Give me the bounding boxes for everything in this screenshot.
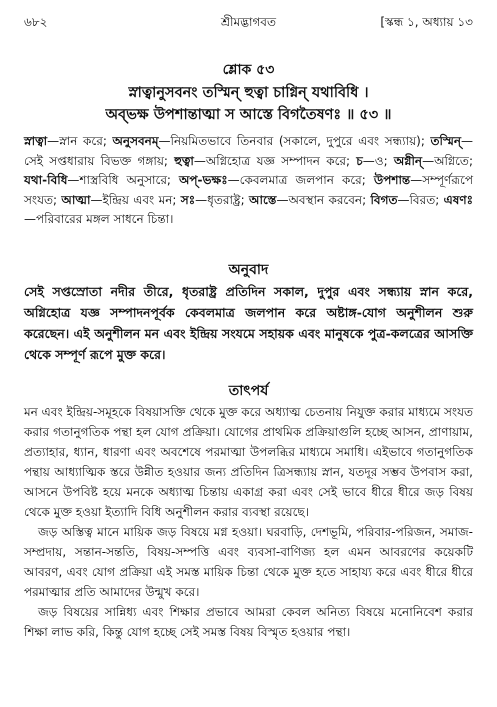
shloka-title: শ্লোক ৫৩ xyxy=(222,62,275,78)
synonym-word: অনুসবনম্‌ xyxy=(112,134,159,148)
purport-heading: তাৎপর্য xyxy=(228,383,269,399)
synonym-meaning: —অগ্নিহোত্র যজ্ঞ সম্পাদন করে; xyxy=(193,153,357,168)
translation-text: সেই সপ্তস্রোতা নদীর তীরে, ধৃতরাষ্ট্র প্রতিদিন সকাল, দুপুর এবং সন্ধ্যায় স্নান করে, অগ্নিহোত্র যজ্ঞ সম্পাদনপূর্বক কেবলমাত্র জলপান করে অষ্টাঙ্গ-যোগ অনুশীলন শুরু করেছেন। এই অনুশীলন মন এবং ইন্দ্রিয় সংযমে সহায়ক এবং মানুষকে পুত্র-কলত্রের আসক্তি থেকে সম্পূর্ণ রূপে মুক্ত করে। xyxy=(24,284,473,362)
page-number: ৬৮২ xyxy=(24,15,48,29)
synonym-meaning: —ধৃতরাষ্ট্র; xyxy=(195,192,249,207)
synonym-meaning: —ও; xyxy=(362,153,394,168)
synonym-meaning: —বিরত; xyxy=(397,192,444,207)
synonym-word: এষণঃ xyxy=(443,192,473,207)
synonym-word: তস্মিন্‌ xyxy=(430,134,462,148)
synonym-word: আত্মা xyxy=(61,192,91,207)
chapter-reference: [স্কন্ধ ১, অধ্যায় ১৩ xyxy=(380,15,473,29)
synonym-word: হুত্বা xyxy=(174,153,194,168)
synonym-meaning: —সেই সপ্তধারায় বিভক্ত গঙ্গায়; xyxy=(24,134,474,168)
synonym-word: স্নাত্বা xyxy=(24,134,48,148)
book-title: শ্রীমদ্ভাগবত xyxy=(220,15,276,29)
synonym-word: উপশান্ত xyxy=(373,173,411,187)
synonym-meaning: —কেবলমাত্র জলপান করে; xyxy=(227,173,374,187)
purport-paragraph: জড় অস্তিত্ব মানে মায়িক জড় বিষয়ে মগ্ন হওয়া। ঘরবাড়ি, দেশভূমি, পরিবার-পরিজন, সমাজ-সম্প্রদায়, সন্তান-সন্ততি, বিষয়-সম্পত্তি এবং ব্যবসা-বাণিজ্য হল এমন আবরণের কয়েকটি আবরণ, এবং যোগ প্রক্রিয়া এই সমস্ত মায়িক চিন্তা থেকে মুক্ত হতে সাহায্য করে এবং ধীরে ধীরে পরমাত্মার প্রতি আমাদের উন্মুখ করে। xyxy=(24,525,473,599)
synonym-meaning: —সম্পূর্ণরূপে সংযত; xyxy=(24,173,473,207)
synonym-word: আস্তে xyxy=(248,192,277,207)
synonym-meaning: —স্নান করে; xyxy=(47,134,113,148)
purport-paragraph: মন এবং ইন্দ্রিয়-সমূহকে বিষয়াসক্তি থেকে মুক্ত করে অধ্যাত্ম চেতনায় নিযুক্ত করার মাধ্যমে সংযত করার গতানুগতিক পন্থা হল যোগ প্রক্রিয়া। যোগের প্রাথমিক প্রক্রিয়াগুলি হচ্ছে আসন, প্রাণায়াম, প্রত্যাহার, ধ্যান, ধারণা এবং অবশেষে পরমাত্মা উপলব্ধির মাধ্যমে সমাধি। এইভাবে গতানুগতিক পন্থায় আধ্যাত্মিক স্তরে উন্নীত হওয়ার জন্য প্রতিদিন ত্রিসন্ধ্যায় স্নান, যতদূর সম্ভব উপবাস করা, আসনে উপবিষ্ট হয়ে মনকে অধ্যাত্ম চিন্তায় একাগ্র করা এবং সেই ভাবে ধীরে ধীরে জড় বিষয় থেকে মুক্ত হওয়া ইত্যাদি বিধি অনুশীলন করার ব্যবস্থা রয়েছে। xyxy=(24,405,473,519)
synonym-word: যথা-বিধি xyxy=(24,173,68,187)
synonym-word: চ xyxy=(356,153,363,168)
translation-heading: অনুবাদ xyxy=(228,262,269,278)
purport-paragraph: জড় বিষয়ের সান্নিধ্য এবং শিক্ষার প্রভাবে আমরা কেবল অনিত্য বিষয়ে মনোনিবেশ করার শিক্ষা লাভ করি, কিন্তু যোগ হচ্ছে সেই সমস্ত বিষয় বিস্মৃত হওয়ার পন্থা। xyxy=(24,605,473,639)
synonym-meaning: —শাস্ত্রবিধি অনুসারে; xyxy=(67,173,180,187)
synonym-meaning: —নিয়মিতভাবে তিনবার (সকালে, দুপুরে এবং সন্ধ্যায়); xyxy=(158,134,431,148)
verse-line-2: অব্‌ভক্ষ উপশান্তাত্মা স আস্তে বিগতৈষণঃ ॥ ৫৩ ॥ xyxy=(105,107,392,123)
synonym-word: সঃ xyxy=(180,192,196,207)
synonym-meaning: —অবস্থান করবেন; xyxy=(276,192,371,207)
synonym-word: অগ্নীন্‌ xyxy=(393,153,423,168)
page-header xyxy=(24,14,473,34)
synonyms-block xyxy=(24,132,473,230)
verse-line-1: স্নাত্বানুসবনং তস্মিন্‌ হুত্বা চাগ্নিন্‌ যথাবিধি । xyxy=(128,85,369,101)
synonym-meaning: —পরিবারের মঙ্গল সাধনে চিন্তা। xyxy=(24,212,174,226)
purport-block xyxy=(24,402,473,642)
synonym-word: বিগত xyxy=(370,192,398,207)
synonym-meaning: —ইন্দ্রিয় এবং মন; xyxy=(90,192,181,207)
synonym-word: অপ্‌-ভক্ষঃ xyxy=(179,173,228,187)
synonym-meaning: —অগ্নিতে; xyxy=(422,153,473,168)
